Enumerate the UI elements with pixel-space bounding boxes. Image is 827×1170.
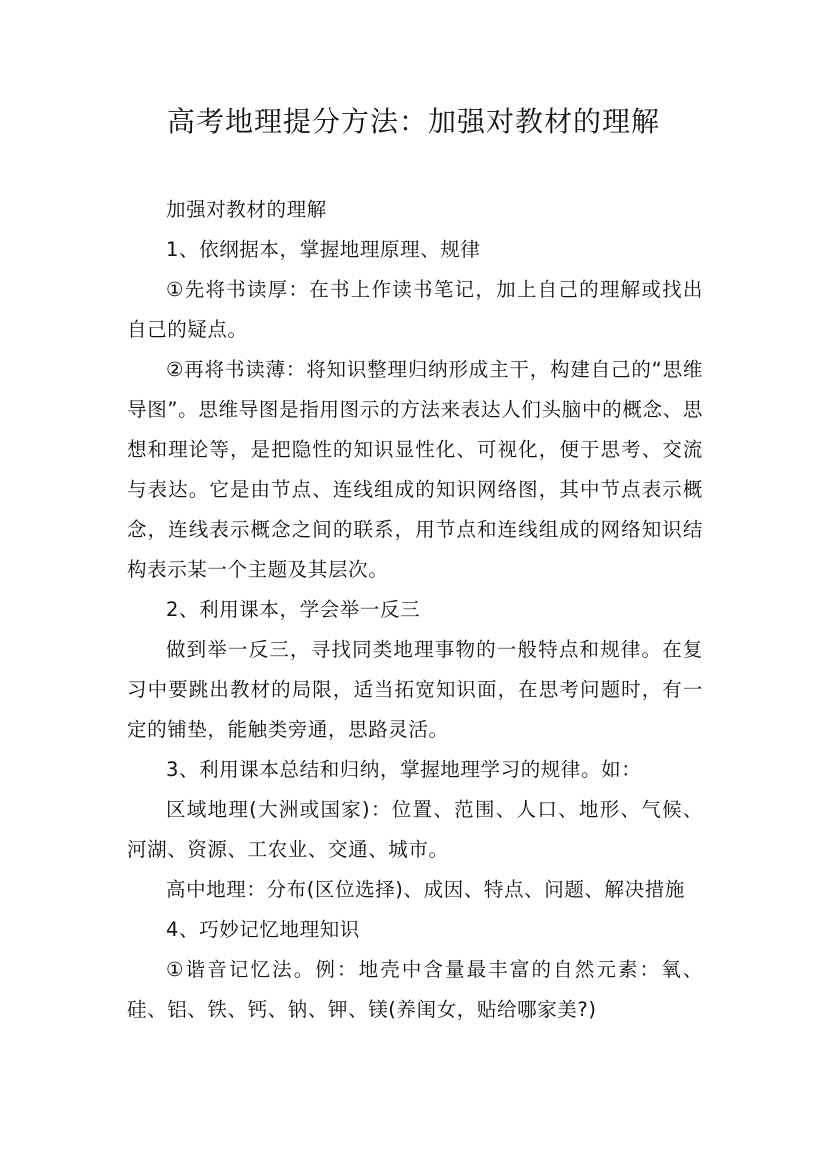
paragraph-section-2: 2、利用课本，学会举一反三 (166, 598, 421, 621)
paragraph-analogy: 做到举一反三，寻找同类地理事物的一般特点和规律。在复习中要跳出教材的局限，适当拓宽知识面，在思考问题时，有一定的铺垫，能触类旁通，思路灵活。 (127, 638, 703, 741)
paragraph-heading: 加强对教材的理解 (166, 198, 327, 221)
paragraph-high-school-geography: 高中地理：分布(区位选择)、成因、特点、问题、解决措施 (166, 878, 685, 901)
paragraph-section-1: 1、依纲据本，掌握地理原理、规律 (166, 238, 481, 261)
document-body (127, 190, 703, 1030)
paragraph-read-thin: ②再将书读薄：将知识整理归纳形成主干，构建自己的“思维导图”。思维导图是指用图示的方法来表达人们头脑中的概念、思想和理论等，是把隐性的知识显性化、可视化，便于思考、交流与表达。它是由节点、连线组成的知识网络图，其中节点表示概念，连线表示概念之间的联系，用节点和连线组成的网络知识结构表示某一个主题及其层次。 (127, 358, 703, 581)
paragraph-homophone-memory: ①谐音记忆法。例：地壳中含量最丰富的自然元素：氧、硅、铝、铁、钙、钠、钾、镁(养闺女，贴给哪家美?) (127, 958, 703, 1021)
paragraph-section-3: 3、利用课本总结和归纳，掌握地理学习的规律。如： (166, 758, 642, 781)
paragraph-read-thick: ①先将书读厚：在书上作读书笔记，加上自己的理解或找出自己的疑点。 (127, 278, 703, 341)
paragraph-regional-geography: 区域地理(大洲或国家)：位置、范围、人口、地形、气候、河湖、资源、工农业、交通、城市。 (127, 798, 703, 861)
document-title: 高考地理提分方法：加强对教材的理解 (166, 105, 660, 138)
paragraph-section-4: 4、巧妙记忆地理知识 (166, 918, 360, 941)
